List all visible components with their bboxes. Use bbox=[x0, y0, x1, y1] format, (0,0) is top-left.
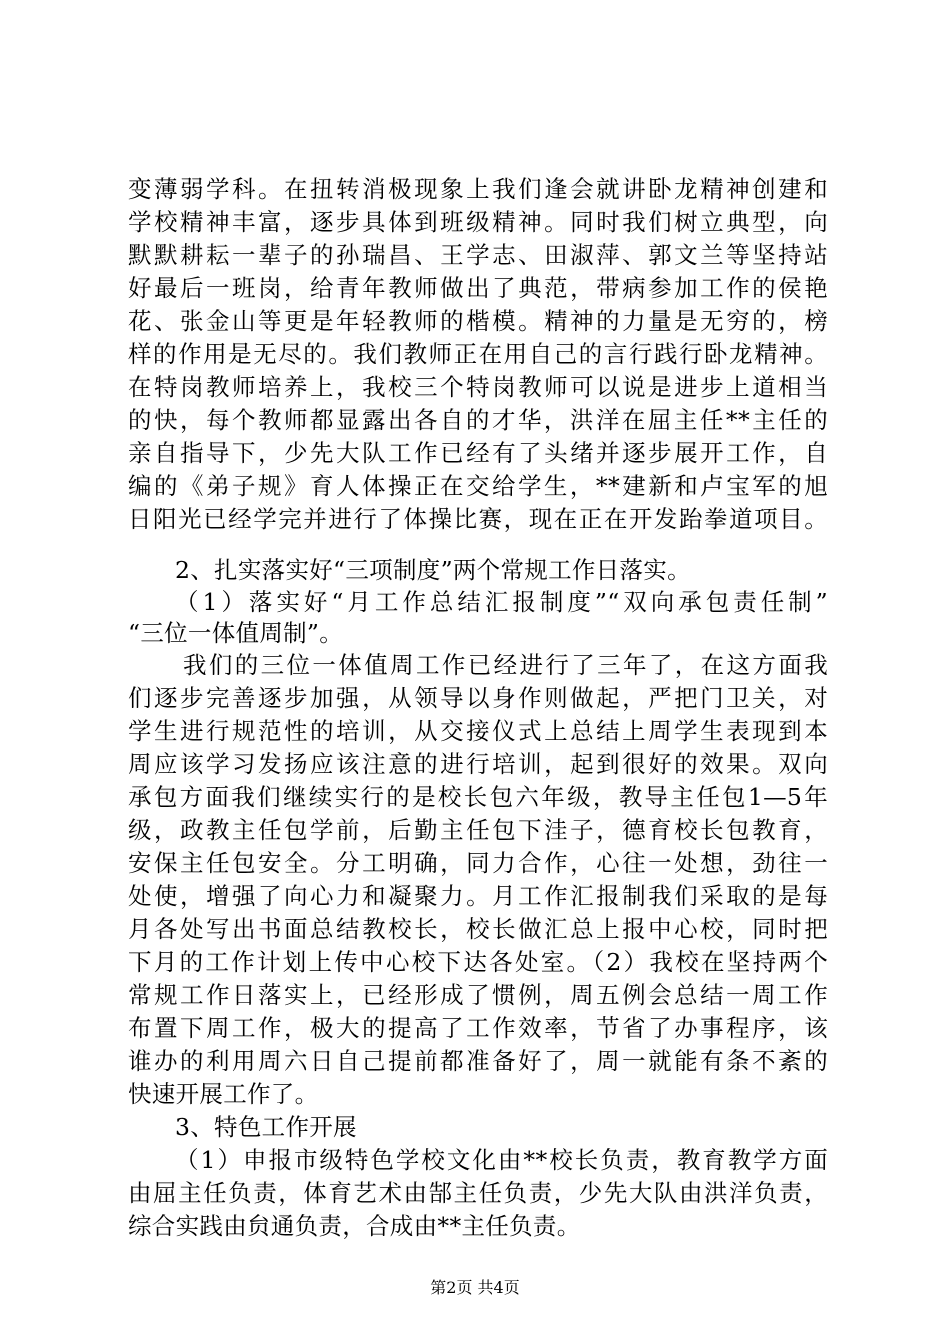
text-line: 学校精神丰富，逐步具体到班级精神。同时我们树立典型，向 bbox=[128, 208, 828, 236]
text-line: 3、特色工作开展 bbox=[175, 1113, 357, 1141]
text-line: 处使，增强了向心力和凝聚力。月工作汇报制我们采取的是每 bbox=[128, 882, 828, 910]
text-line: 亲自指导下，少先大队工作已经有了头绪并逐步展开工作，自 bbox=[128, 439, 828, 467]
text-line: 综合实践由贠通负责，合成由**主任负责。 bbox=[128, 1212, 581, 1240]
text-line: 安保主任包安全。分工明确，同力合作，心往一处想，劲往一 bbox=[128, 849, 828, 877]
text-line: 编的《弟子规》育人体操正在交给学生，**建新和卢宝军的旭 bbox=[128, 472, 828, 500]
text-line: 快速开展工作了。 bbox=[128, 1080, 319, 1108]
text-line: 在特岗教师培养上，我校三个特岗教师可以说是进步上道相当 bbox=[128, 373, 828, 401]
text-line: 级，政教主任包学前，后勤主任包下洼子，德育校长包教育， bbox=[128, 816, 828, 844]
page-footer: 第2页 共4页 bbox=[430, 1278, 520, 1297]
text-line: 承包方面我们继续实行的是校长包六年级，教导主任包1—5年 bbox=[128, 783, 828, 811]
text-line: 变薄弱学科。在扭转消极现象上我们逢会就讲卧龙精神创建和 bbox=[128, 175, 828, 203]
text-line: 我们的三位一体值周工作已经进行了三年了，在这方面我 bbox=[183, 651, 828, 679]
text-line: 由屈主任负责，体育艺术由郜主任负责，少先大队由洪洋负责， bbox=[128, 1179, 828, 1207]
text-line: 布置下周工作，极大的提高了工作效率，节省了办事程序，该 bbox=[128, 1014, 828, 1042]
text-line: 们逐步完善逐步加强，从领导以身作则做起，严把门卫关，对 bbox=[128, 684, 828, 712]
text-line: 月各处写出书面总结教校长，校长做汇总上报中心校，同时把 bbox=[128, 915, 828, 943]
text-line: 默默耕耘一辈子的孙瑞昌、王学志、田淑萍、郭文兰等坚持站 bbox=[128, 241, 828, 269]
text-line: 谁办的利用周六日自己提前都准备好了，周一就能有条不紊的 bbox=[128, 1047, 828, 1075]
text-line: （1）申报市级特色学校文化由**校长负责，教育教学方面 bbox=[175, 1146, 828, 1174]
text-line: 周应该学习发扬应该注意的进行培训，起到很好的效果。双向 bbox=[128, 750, 828, 778]
text-line: 2、扎实落实好“三项制度”两个常规工作日落实。 bbox=[175, 556, 691, 584]
text-line: 的快，每个教师都显露出各自的才华，洪洋在屈主任**主任的 bbox=[128, 406, 828, 434]
text-line: “三位一体值周制”。 bbox=[128, 619, 344, 647]
text-line: 样的作用是无尽的。我们教师正在用自己的言行践行卧龙精神。 bbox=[128, 340, 828, 368]
text-line: 好最后一班岗，给青年教师做出了典范，带病参加工作的侯艳 bbox=[128, 274, 828, 302]
text-line: （1）落实好“月工作总结汇报制度”“双向承包责任制” bbox=[175, 588, 828, 616]
text-line: 常规工作日落实上，已经形成了惯例，周五例会总结一周工作 bbox=[128, 981, 828, 1009]
text-line: 下月的工作计划上传中心校下达各处室。（2）我校在坚持两个 bbox=[128, 948, 828, 976]
text-line: 花、张金山等更是年轻教师的楷模。精神的力量是无穷的，榜 bbox=[128, 307, 828, 335]
text-line: 学生进行规范性的培训，从交接仪式上总结上周学生表现到本 bbox=[128, 717, 828, 745]
text-line: 日阳光已经学完并进行了体操比赛，现在正在开发跆拳道项目。 bbox=[128, 505, 828, 533]
